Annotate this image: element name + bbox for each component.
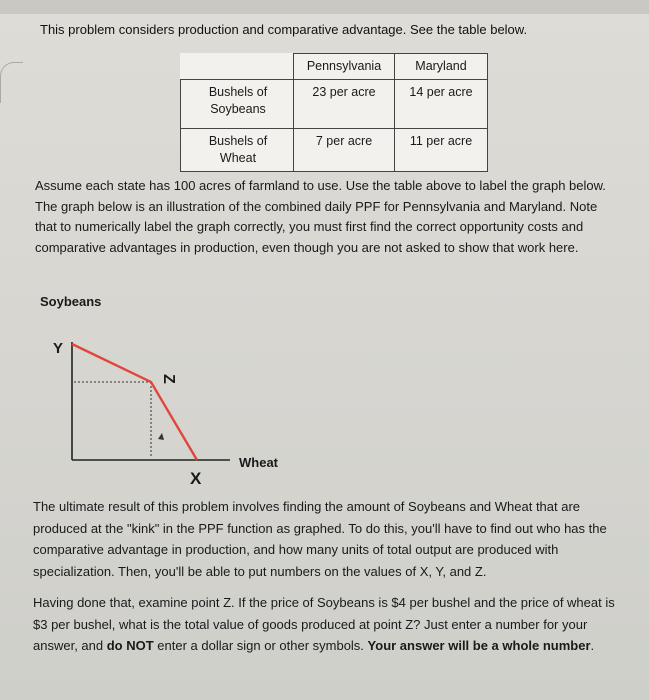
intro-text: This problem considers production and comparative advantage. See the table below. [40,22,528,37]
table-header-row [181,54,488,80]
table-row-wheat [181,129,488,172]
cell-md-wheat: 11 per acre [395,129,488,172]
cell-pa-soybeans: 23 per acre [294,80,395,129]
production-table [180,53,488,172]
y-axis-label: Soybeans [40,294,102,309]
row-label-line2: Wheat [219,151,257,165]
row-label-line1: Bushels of [208,134,268,148]
row-label-soybeans [181,80,294,129]
question-text-a: Having done that, examine point Z. If the price of Soybeans is $4 per bushel and the price of wheat is $3 per bushel, what is the total value of goods produced at point Z? Just enter a number for your answer, and [33,595,615,653]
row-label-line1: Bushels of [208,85,268,99]
table-corner [181,54,294,80]
header-pennsylvania: Pennsylvania [294,54,395,80]
x-axis-label: Wheat [239,455,278,470]
point-x-label: X [190,469,202,488]
ppf-line [72,344,197,460]
question-text-e: . [590,638,595,653]
ppf-graph-svg [40,290,300,490]
point-y-label: Y [53,340,64,357]
ppf-graph [40,290,300,490]
row-label-line2: Soybeans [210,102,266,116]
row-label-wheat [181,129,294,172]
question-part2 [33,592,628,657]
cell-md-soybeans: 14 per acre [395,80,488,129]
header-maryland: Maryland [395,54,488,80]
table-row-soybeans [181,80,488,129]
cell-pa-wheat: 7 per acre [294,129,395,172]
margin-mark [0,62,23,103]
question-bold-do-not: do NOT [106,638,154,653]
point-z-label: Z [160,374,177,384]
instructions-text: Assume each state has 100 acres of farmland to use. Use the table above to label the graph below. The graph below is an illustration of the combined daily PPF for Pennsylvania and Maryland. Note that to numerically label the graph correctly, you must first find the correct opportunity costs and comparative advantages in production, even though you are not asked to show that work here. [35,178,606,255]
question-text-c: enter a dollar sign or other symbols. [153,638,368,653]
question-bold-whole-number: Your answer will be a whole number [367,638,591,653]
question-part1: The ultimate result of this problem involves finding the amount of Soybeans and Wheat that are produced at the "kink" in the PPF function as graphed. To do this, you'll have to find out who has the comparative advantage in production, and how many units of total output are produced with specialization. Then, you'll be able to put numbers on the values of X, Y, and Z. [33,499,607,579]
cursor-arrow-icon [158,433,164,440]
page-top-edge [0,0,649,14]
